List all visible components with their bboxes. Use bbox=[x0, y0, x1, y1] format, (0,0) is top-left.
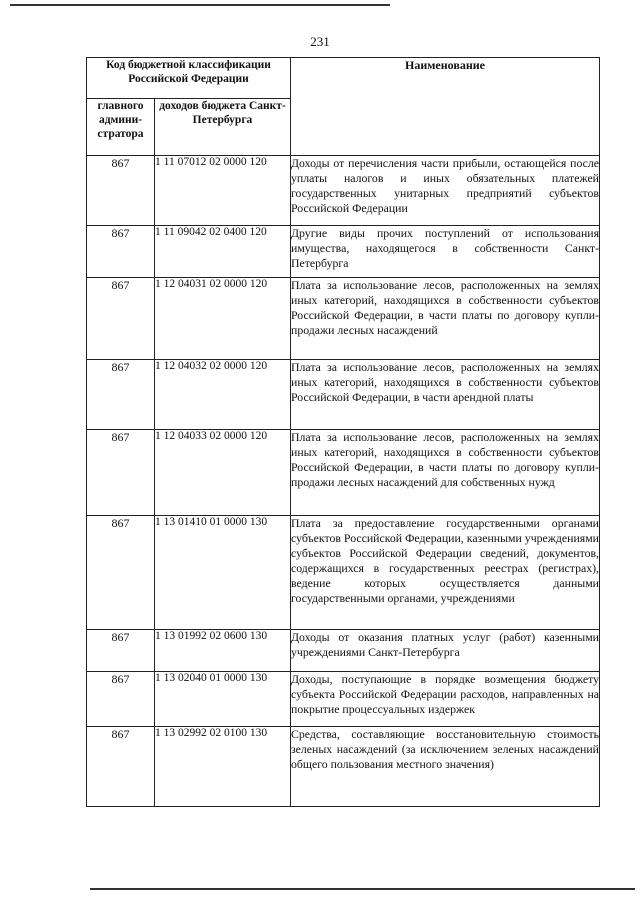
table-row bbox=[87, 156, 600, 226]
table-row bbox=[87, 226, 600, 278]
income-code: 1 12 04031 02 0000 120 bbox=[155, 278, 291, 360]
admin-code: 867 bbox=[87, 360, 155, 430]
income-name: Доходы от перечисления части прибыли, остающейся после уплаты налогов и иных обязательных платежей государственных унитарных предприятий субъектов Российской Федерации bbox=[291, 156, 600, 226]
admin-code: 867 bbox=[87, 156, 155, 226]
bottom-rule bbox=[90, 888, 635, 890]
income-code: 1 11 09042 02 0400 120 bbox=[155, 226, 291, 278]
income-code: 1 13 02992 02 0100 130 bbox=[155, 727, 291, 807]
income-code: 1 13 01992 02 0600 130 bbox=[155, 630, 291, 672]
income-name: Плата за использование лесов, расположенных на землях иных категорий, находящихся в собственности субъектов Российской Федерации, в части платы по договору купли-продажи лесных насаждений bbox=[291, 278, 600, 360]
income-name: Доходы от оказания платных услуг (работ) казенными учреждениями Санкт-Петербурга bbox=[291, 630, 600, 672]
header-name: Наименование bbox=[291, 58, 600, 156]
income-name: Плата за использование лесов, расположенных на землях иных категорий, находящихся в собственности субъектов Российской Федерации, в части арендной платы bbox=[291, 360, 600, 430]
income-name: Другие виды прочих поступлений от использования имущества, находящегося в собственности Санкт-Петербурга bbox=[291, 226, 600, 278]
admin-code: 867 bbox=[87, 278, 155, 360]
income-code: 1 13 02040 01 0000 130 bbox=[155, 672, 291, 727]
income-code: 1 12 04032 02 0000 120 bbox=[155, 360, 291, 430]
admin-code: 867 bbox=[87, 727, 155, 807]
budget-classification-table bbox=[86, 57, 600, 807]
admin-code: 867 bbox=[87, 430, 155, 516]
income-name: Плата за использование лесов, расположенных на землях иных категорий, находящихся в собственности субъектов Российской Федерации, в части платы по договору купли-продажи лесных насаждений для собственных нужд bbox=[291, 430, 600, 516]
income-code: 1 12 04033 02 0000 120 bbox=[155, 430, 291, 516]
admin-code: 867 bbox=[87, 630, 155, 672]
table-row bbox=[87, 630, 600, 672]
admin-code: 867 bbox=[87, 672, 155, 727]
table-row bbox=[87, 516, 600, 630]
table-row bbox=[87, 727, 600, 807]
table-row bbox=[87, 430, 600, 516]
income-code: 1 11 07012 02 0000 120 bbox=[155, 156, 291, 226]
header-code-group: Код бюджетной классификации Российской Федерации bbox=[87, 58, 291, 99]
table-row bbox=[87, 672, 600, 727]
table-row bbox=[87, 278, 600, 360]
income-name: Плата за предоставление государственными органами субъектов Российской Федерации, казенными учреждениями субъектов Российской Федерации сведений, документов, содержащихся в государственных реестрах (регистрах), ведение которых осуществляется данными государственными органами, учреждениями bbox=[291, 516, 600, 630]
admin-code: 867 bbox=[87, 516, 155, 630]
page-number: 231 bbox=[310, 34, 330, 49]
header-admin: главного админи-стратора bbox=[87, 99, 155, 156]
admin-code: 867 bbox=[87, 226, 155, 278]
income-name: Средства, составляющие восстановительную стоимость зеленых насаждений (за исключением зеленых насаждений общего пользования местного значения) bbox=[291, 727, 600, 807]
income-code: 1 13 01410 01 0000 130 bbox=[155, 516, 291, 630]
income-name: Доходы, поступающие в порядке возмещения бюджету субъекта Российской Федерации расходов, направленных на покрытие процессуальных издержек bbox=[291, 672, 600, 727]
table-row bbox=[87, 360, 600, 430]
header-income: доходов бюджета Санкт-Петербурга bbox=[155, 99, 291, 156]
top-rule bbox=[10, 4, 390, 6]
